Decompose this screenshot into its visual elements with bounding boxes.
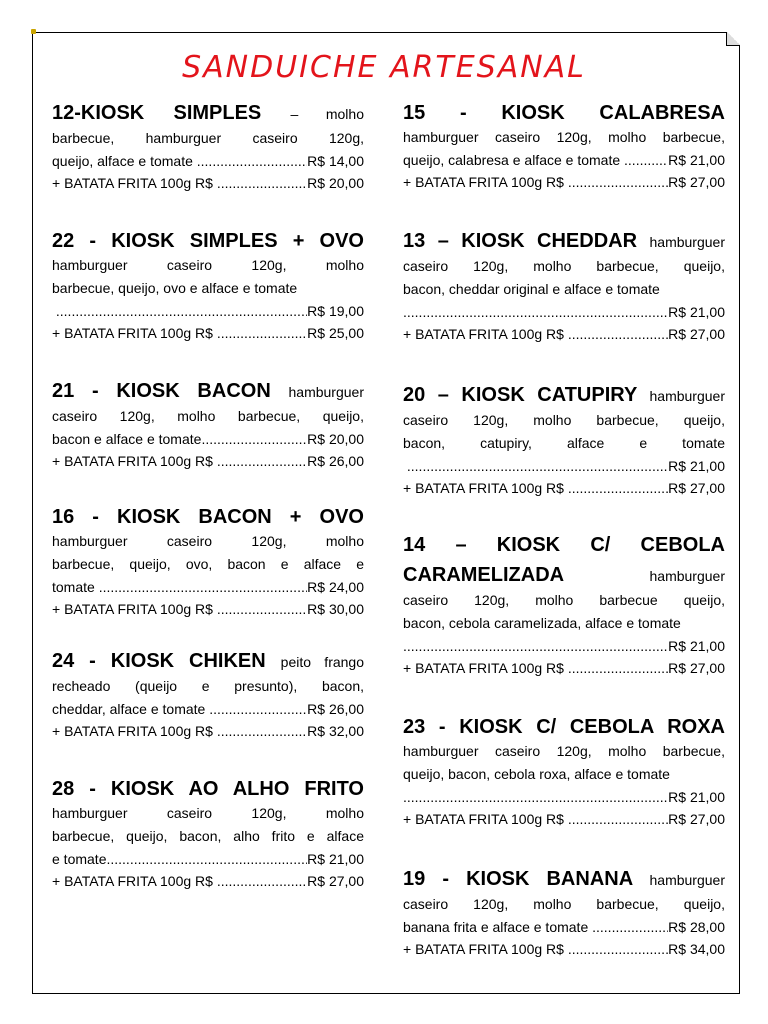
item-price-line: [403, 455, 725, 477]
item-price-label: queijo, calabresa e alface e tomate: [403, 152, 625, 168]
item-price-line: [403, 786, 725, 808]
item-desc-start: hamburguer: [649, 872, 725, 888]
item-description: caseiro 120g, molho barbecue, queijo,: [403, 896, 725, 912]
item-description: caseiro 120g, molho barbecue, queijo,: [403, 258, 725, 274]
price-leader-dots: [592, 916, 668, 938]
fries-price-line: [403, 171, 725, 193]
fries-label: + BATATA FRITA 100g R$: [52, 601, 217, 617]
item-price: R$ 14,00: [307, 153, 364, 169]
item-price-label: e tomate: [52, 851, 107, 867]
item-heading: [403, 100, 725, 126]
fries-price-line: [403, 657, 725, 679]
menu-item: [403, 532, 725, 679]
item-heading: [403, 532, 725, 558]
menu-item: [52, 378, 364, 472]
item-description: barbecue, queijo, ovo e alface e tomate: [52, 280, 298, 296]
item-price: R$ 21,00: [307, 851, 364, 867]
menu-item: [52, 228, 364, 344]
item-description: hamburguer caseiro 120g, molho: [52, 805, 364, 821]
item-description: caseiro 120g, molho barbecue, queijo,: [52, 408, 364, 424]
item-name: 16 - KIOSK BACON + OVO: [52, 506, 364, 528]
fries-price-line: [52, 450, 364, 472]
item-name: 13 – KIOSK CHEDDAR: [403, 230, 638, 252]
item-heading: [52, 378, 364, 405]
page-top-border: [32, 32, 726, 33]
menu-item: [52, 776, 364, 892]
item-price-label: bacon e alface e tomate: [52, 431, 202, 447]
item-heading: [52, 100, 364, 127]
item-price: R$ 21,00: [668, 789, 725, 805]
price-leader-dots: [209, 698, 307, 720]
item-price: R$ 26,00: [307, 701, 364, 717]
item-price-line: [403, 635, 725, 657]
item-price-line: [403, 916, 725, 938]
item-name: 22 - KIOSK SIMPLES + OVO: [52, 230, 364, 252]
fries-leader-dots: [217, 450, 307, 472]
fries-price: R$ 27,00: [668, 480, 725, 496]
item-name: 21 - KIOSK BACON: [52, 380, 271, 402]
item-description: bacon, catupiry, alface e tomate: [403, 435, 725, 451]
price-leader-dots: [624, 149, 668, 171]
item-description: bacon, cheddar original e alface e tomate: [403, 281, 660, 297]
item-heading: [403, 866, 725, 893]
item-name: 20 – KIOSK CATUPIRY: [403, 384, 637, 406]
item-name: 23 - KIOSK C/ CEBOLA ROXA: [403, 716, 725, 738]
fries-price: R$ 20,00: [307, 175, 364, 191]
fries-leader-dots: [217, 870, 307, 892]
item-desc-start: – molho: [290, 106, 364, 122]
fries-price: R$ 32,00: [307, 723, 364, 739]
item-description: hamburguer caseiro 120g, molho: [52, 533, 364, 549]
fries-leader-dots: [217, 172, 307, 194]
fries-price-line: [52, 322, 364, 344]
item-price-line: [52, 150, 364, 172]
fries-leader-dots: [217, 720, 307, 742]
fries-label: + BATATA FRITA 100g R$: [403, 941, 568, 957]
fries-leader-dots: [568, 657, 668, 679]
item-price-line: [52, 848, 364, 870]
fries-label: + BATATA FRITA 100g R$: [52, 325, 217, 341]
item-description: hamburguer caseiro 120g, molho barbecue,: [403, 129, 725, 145]
item-price-line: [52, 428, 364, 450]
item-heading: [403, 228, 725, 255]
item-heading: [403, 714, 725, 740]
item-description: barbecue, hamburguer caseiro 120g,: [52, 130, 364, 146]
fries-price: R$ 27,00: [668, 174, 725, 190]
item-heading-continued: [403, 562, 725, 589]
fries-label: + BATATA FRITA 100g R$: [403, 480, 568, 496]
item-desc-start: hamburguer: [288, 384, 364, 400]
fries-price: R$ 34,00: [668, 941, 725, 957]
item-name-continued: CARAMELIZADA: [403, 564, 564, 586]
fries-leader-dots: [217, 322, 307, 344]
item-price-line: [52, 300, 364, 322]
price-leader-dots: [407, 455, 668, 477]
item-price-label: cheddar, alface e tomate: [52, 701, 210, 717]
item-description: recheado (queijo e presunto), bacon,: [52, 678, 364, 694]
fries-leader-dots: [568, 938, 668, 960]
menu-item: [52, 100, 364, 194]
item-price: R$ 21,00: [668, 638, 725, 654]
fries-label: + BATATA FRITA 100g R$: [52, 873, 217, 889]
item-description: hamburguer caseiro 120g, molho barbecue,: [403, 743, 725, 759]
price-leader-dots: [403, 786, 668, 808]
item-description: queijo, bacon, cebola roxa, alface e tomate: [403, 766, 670, 782]
fries-leader-dots: [217, 598, 307, 620]
price-leader-dots: [197, 150, 307, 172]
item-description: barbecue, queijo, bacon, alho frito e alface: [52, 828, 364, 844]
item-name: 12-KIOSK SIMPLES: [52, 102, 262, 124]
fries-price: R$ 27,00: [668, 660, 725, 676]
fries-price-line: [403, 808, 725, 830]
fries-leader-dots: [568, 171, 668, 193]
item-price-line: [52, 576, 364, 598]
price-leader-dots: [99, 576, 307, 598]
fries-price: R$ 25,00: [307, 325, 364, 341]
item-desc-start: peito frango: [280, 654, 364, 670]
price-leader-dots: [106, 848, 307, 870]
item-price: R$ 20,00: [307, 431, 364, 447]
corner-marker: [31, 29, 36, 34]
fries-price-line: [52, 598, 364, 620]
item-heading: [52, 504, 364, 530]
item-desc-start: hamburguer: [649, 234, 725, 250]
item-price-label: banana frita e alface e tomate: [403, 919, 593, 935]
fries-price: R$ 27,00: [307, 873, 364, 889]
item-price-line: [403, 301, 725, 323]
item-name: 28 - KIOSK AO ALHO FRITO: [52, 778, 364, 800]
fries-leader-dots: [568, 477, 668, 499]
item-price-label: queijo, alface e tomate: [52, 153, 197, 169]
item-name: 15 - KIOSK CALABRESA: [403, 102, 725, 124]
item-price: R$ 21,00: [668, 304, 725, 320]
page-fold-corner: [726, 32, 740, 46]
item-heading: [52, 648, 364, 675]
item-description: bacon, cebola caramelizada, alface e tomate: [403, 615, 681, 631]
menu-item: [52, 504, 364, 620]
item-heading: [403, 382, 725, 409]
item-price-line: [52, 698, 364, 720]
item-heading: [52, 228, 364, 254]
price-leader-dots: [403, 635, 668, 657]
item-price: R$ 19,00: [307, 303, 364, 319]
item-name: 14 – KIOSK C/ CEBOLA: [403, 534, 725, 556]
item-heading: [52, 776, 364, 802]
fries-label: + BATATA FRITA 100g R$: [52, 723, 217, 739]
fries-price: R$ 26,00: [307, 453, 364, 469]
menu-item: [52, 648, 364, 742]
item-name: 19 - KIOSK BANANA: [403, 868, 633, 890]
item-price: R$ 21,00: [668, 152, 725, 168]
price-leader-dots: [56, 300, 307, 322]
item-desc-start: hamburguer: [649, 568, 725, 584]
fries-price-line: [403, 938, 725, 960]
fries-price-line: [52, 870, 364, 892]
fries-price-line: [403, 477, 725, 499]
fries-label: + BATATA FRITA 100g R$: [403, 811, 568, 827]
item-price: R$ 21,00: [668, 458, 725, 474]
price-leader-dots: [403, 301, 668, 323]
item-price: R$ 28,00: [668, 919, 725, 935]
fries-price: R$ 27,00: [668, 811, 725, 827]
item-description: caseiro 120g, molho barbecue, queijo,: [403, 412, 725, 428]
fries-price: R$ 30,00: [307, 601, 364, 617]
fries-price-line: [52, 720, 364, 742]
item-price-label: tomate: [52, 579, 99, 595]
fries-leader-dots: [568, 323, 668, 345]
fries-price-line: [52, 172, 364, 194]
item-description: barbecue, queijo, ovo, bacon e alface e: [52, 556, 364, 572]
menu-item: [403, 866, 725, 960]
item-description: caseiro 120g, molho barbecue queijo,: [403, 592, 725, 608]
item-price-line: [403, 149, 725, 171]
menu-item: [403, 228, 725, 345]
menu-item: [403, 382, 725, 499]
price-leader-dots: [201, 428, 307, 450]
fries-label: + BATATA FRITA 100g R$: [52, 175, 217, 191]
menu-title: SANDUICHE ARTESANAL: [182, 50, 586, 85]
item-price: R$ 24,00: [307, 579, 364, 595]
item-desc-start: hamburguer: [649, 388, 725, 404]
fries-price: R$ 27,00: [668, 326, 725, 342]
fries-label: + BATATA FRITA 100g R$: [403, 174, 568, 190]
fries-leader-dots: [568, 808, 668, 830]
item-description: hamburguer caseiro 120g, molho: [52, 257, 364, 273]
menu-item: [403, 100, 725, 193]
fries-label: + BATATA FRITA 100g R$: [403, 326, 568, 342]
menu-item: [403, 714, 725, 830]
item-name: 24 - KIOSK CHIKEN: [52, 650, 266, 672]
fries-label: + BATATA FRITA 100g R$: [52, 453, 217, 469]
fries-price-line: [403, 323, 725, 345]
fries-label: + BATATA FRITA 100g R$: [403, 660, 568, 676]
